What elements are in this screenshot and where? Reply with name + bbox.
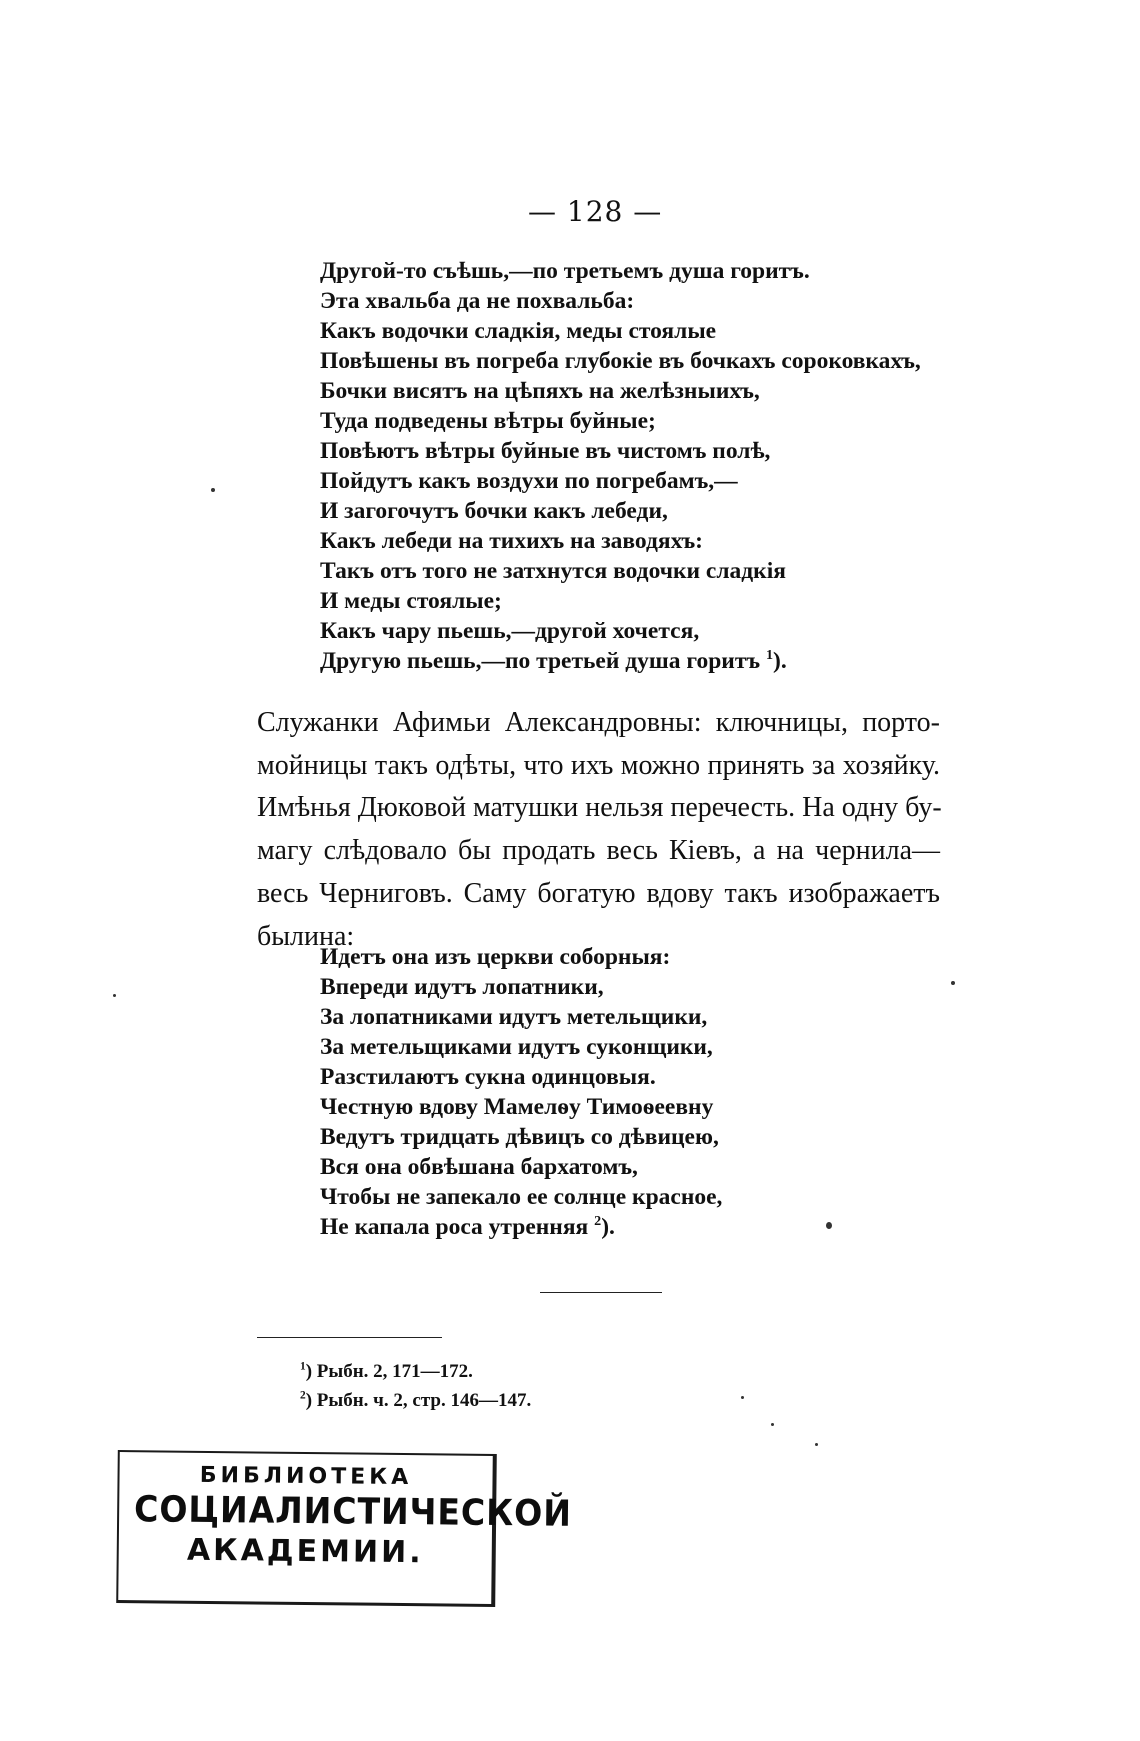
footnote-mark: 1 <box>300 1360 306 1373</box>
stamp-line-1: БИБЛИОТЕКА <box>199 1462 413 1491</box>
verse-line: За лопатниками идутъ метельщики, <box>320 1004 708 1030</box>
verse-line-end: ). <box>773 648 787 674</box>
prose-line: Служанки Афимьи Александровны: ключницы, порто- <box>257 707 940 738</box>
ink-speck <box>211 488 215 492</box>
ink-speck <box>815 1443 818 1446</box>
verse-line-last <box>320 1212 722 1242</box>
verse-line: Эта хвальба да не похвальба: <box>320 288 635 314</box>
ink-speck <box>951 981 955 985</box>
verse-line: Какъ водочки сладкія, меды стоялые <box>320 318 717 344</box>
prose-line: весь Черниговъ. Саму богатую вдову такъ изображаетъ <box>257 877 940 909</box>
verse-line: Другой-то съѣшь,—по третьемъ душа горитъ. <box>320 258 810 284</box>
verse-line: И загогочутъ бочки какъ лебеди, <box>320 498 668 524</box>
verse-line: Такъ отъ того не затхнутся водочки сладкія <box>320 558 786 584</box>
verse-line: Разстилаютъ сукна одинцовыя. <box>320 1064 656 1090</box>
ink-speck <box>113 994 116 997</box>
footnotes <box>300 1357 531 1415</box>
section-divider <box>540 1292 662 1293</box>
verse-line: Какъ чару пьешь,—другой хочется, <box>320 618 700 644</box>
verse-line: Чтобы не запекало ее солнце красное, <box>320 1184 723 1210</box>
verse-line: Пойдутъ какъ воздухи по погребамъ,— <box>320 468 738 494</box>
stamp-line-2: СОЦИАЛИСТИЧЕСКОЙ <box>133 1489 573 1535</box>
verse-block-1 <box>320 256 921 676</box>
footnote-ref-1[interactable]: 1 <box>765 647 773 664</box>
verse-line: И меды стоялые; <box>320 588 502 614</box>
footnote-1 <box>300 1357 531 1386</box>
verse-line-last <box>320 646 921 676</box>
verse-line: Ведутъ тридцать дѣвицъ со дѣвицею, <box>320 1124 719 1150</box>
footnote-text: ) Рыбн. ч. 2, стр. 146—147. <box>305 1390 532 1411</box>
ink-speck <box>741 1396 744 1399</box>
page-number: — 128 — <box>528 195 663 228</box>
prose-line: мойницы такъ одѣты, что ихъ можно принять за хозяйку. <box>257 749 940 781</box>
verse-line: Идетъ она изъ церкви соборныя: <box>320 944 671 970</box>
footnote-separator <box>257 1337 442 1338</box>
prose-line: магу слѣдовало бы продать весь Кіевъ, а на чернила— <box>257 835 940 867</box>
stamp-line-3: АКАДЕМИИ. <box>186 1532 424 1571</box>
prose-paragraph <box>257 702 940 958</box>
verse-line: Честную вдову Мамелѳу Тимоѳеевну <box>320 1094 714 1120</box>
verse-line-text: Не капала роса утренняя <box>320 1214 589 1240</box>
verse-line-end: ). <box>601 1214 615 1240</box>
verse-line: Повѣшены въ погреба глубокіе въ бочкахъ сороковкахъ, <box>320 348 921 374</box>
library-stamp <box>116 1450 573 1607</box>
footnote-ref-2[interactable]: 2 <box>594 1213 602 1230</box>
ink-speck <box>826 1222 832 1229</box>
verse-line: За метельщиками идутъ суконщики, <box>320 1034 713 1060</box>
footnote-2 <box>300 1386 531 1415</box>
footnote-mark: 2 <box>300 1389 306 1402</box>
verse-line: Туда подведены вѣтры буйные; <box>320 408 656 434</box>
verse-line: Впереди идутъ лопатники, <box>320 974 604 1000</box>
footnote-text: ) Рыбн. 2, 171—172. <box>305 1361 473 1382</box>
verse-block-2 <box>320 942 722 1242</box>
prose-line: былина: <box>257 920 355 952</box>
verse-line: Вся она обвѣшана бархатомъ, <box>320 1154 638 1180</box>
verse-line-text: Другую пьешь,—по третьей душа горитъ <box>320 648 761 674</box>
verse-line: Бочки висятъ на цѣпяхъ на желѣзныихъ, <box>320 378 760 404</box>
prose-line: Имѣнья Дюковой матушки нельзя перечесть. На одну бу- <box>257 792 942 824</box>
ink-speck <box>771 1423 774 1426</box>
verse-line: Какъ лебеди на тихихъ на заводяхъ: <box>320 528 703 554</box>
verse-line: Повѣютъ вѣтры буйные въ чистомъ полѣ, <box>320 438 771 464</box>
